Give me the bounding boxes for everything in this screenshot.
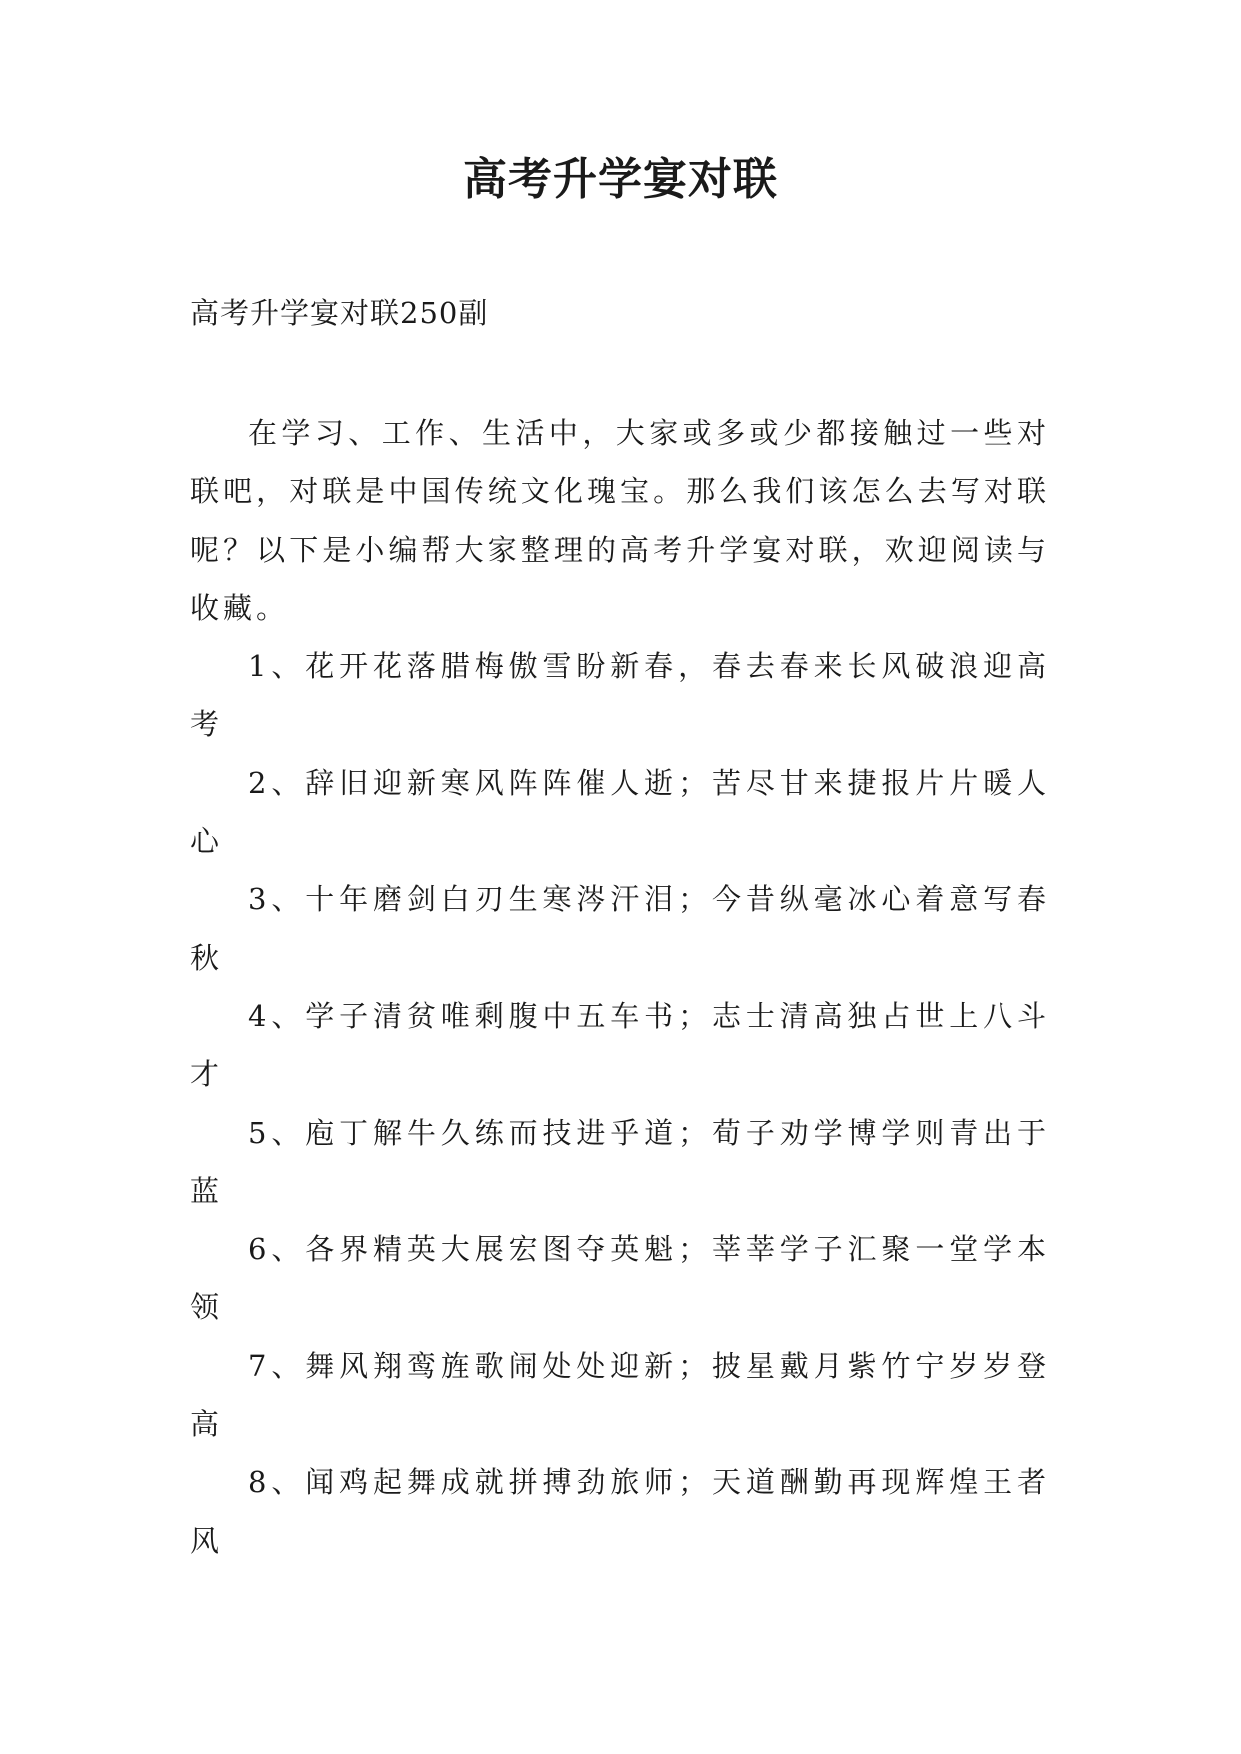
document-title: 高考升学宴对联 [463, 154, 778, 205]
couplet-2: 2、辞旧迎新寒风阵阵催人逝；苦尽甘来捷报片片暖人心 [190, 765, 1050, 859]
couplet-3: 3、十年磨剑白刃生寒涔汗泪；今昔纵毫冰心着意写春秋 [190, 882, 1050, 975]
couplet-7: 7、舞风翔鸾旌歌闹处处迎新；披星戴月紫竹宁岁岁登高 [190, 1348, 1050, 1442]
document-body [190, 404, 1050, 1570]
couplet-5: 5、庖丁解牛久练而技进乎道；荀子劝学博学则青出于蓝 [190, 1115, 1050, 1208]
couplet-4: 4、学子清贫唯剩腹中五车书；志士清高独占世上八斗才 [190, 998, 1050, 1092]
couplet-8: 8、闻鸡起舞成就拼搏劲旅师；天道酬勤再现辉煌王者风 [190, 1465, 1050, 1558]
intro-paragraph: 在学习、工作、生活中，大家或多或少都接触过一些对联吧，对联是中国传统文化瑰宝。那么我们该怎么去写对联呢？以下是小编帮大家整理的高考升学宴对联，欢迎阅读与收藏。 [190, 416, 1050, 625]
couplet-6: 6、各界精英大展宏图夺英魁；莘莘学子汇聚一堂学本领 [190, 1232, 1050, 1325]
document-subtitle: 高考升学宴对联250副 [190, 296, 489, 330]
couplet-1: 1、花开花落腊梅傲雪盼新春，春去春来长风破浪迎高考 [190, 649, 1050, 742]
